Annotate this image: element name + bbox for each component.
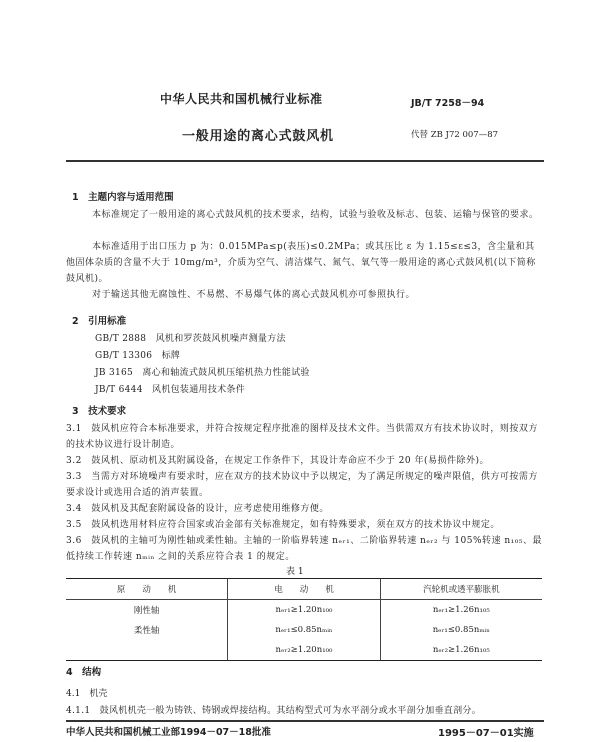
table-header-cell: 电 动 机 [228,579,380,600]
reference-item: JB 3165 离心和轴流式鼓风机压缩机热力性能试验 [95,368,310,378]
table-cell: nₑᵣ₁≤0.85nₘᵢₙ [228,620,380,640]
clause-3-4: 3.4 鼓风机及其配套附属设备的设计，应考虑使用维修方便。 [66,504,329,514]
table-row [66,640,542,661]
clause-3-2: 3.2 鼓风机、原动机及其附属设备，在规定工作条件下，其设计寿命应不少于 20 年(易损件除外)。 [66,456,490,466]
section-4-heading: 4 结构 [66,667,102,678]
clause-3-3: 3.3 当需方对环境噪声有要求时，应在双方的技术协议中予以规定，为了满足所规定的噪声限值，供方可按需方要求设计或选用合适的消声装置。 [66,472,538,498]
document-title: 一般用途的离心式鼓风机 [182,129,334,144]
reference-item: GB/T 2888 风机和罗茨鼓风机噪声测量方法 [95,334,286,344]
clause-4-1-1: 4.1.1 鼓风机机壳一般为铸铁、铸钢或焊接结构。其结构型式可为水平剖分或水平剖分加垂直剖分。 [66,706,482,716]
section-1-paragraph-1: 本标准规定了一般用途的离心式鼓风机的技术要求，结构，试验与验收及标志、包装、运输与保管的要求。 [92,210,539,220]
issuer-title: 中华人民共和国机械行业标准 [160,92,323,106]
section-1-heading: 1 主题内容与适用范围 [72,192,174,203]
table-1-caption: 表 1 [286,567,304,577]
section-3-heading: 3 技术要求 [72,406,127,417]
table-row [66,600,542,621]
table-cell: nₑᵣ₁≥1.20n₁₀₀ [228,600,380,621]
section-1-paragraph-3: 对于输送其他无腐蚀性、不易燃、不易爆气体的离心式鼓风机亦可参照执行。 [92,290,416,300]
clause-3-5: 3.5 鼓风机选用材料应符合国家或冶金部有关标准规定，如有特殊要求，须在双方的技术协议中规定。 [66,520,500,530]
reference-list [95,331,310,399]
table-row [66,620,542,640]
replaces-note: 代替 ZB J72 007—87 [411,130,499,140]
section-1-paragraph-2: 本标准适用于出口压力 p 为：0.015MPa≤p(表压)≤0.2MPa；或其压比 ε 为 1.15≤ε≤3，含尘量和其他固体杂质的含量不大于 10mg/m³，介质为空气、清洁煤气、氮气、氧气等一般用途的离心式鼓风机(以下简称鼓风机)。 [66,242,536,284]
approval-date: 中华人民共和国机械工业部1994－07－18批准 [66,727,271,738]
effective-date: 1995－07－01实施 [438,728,534,739]
table-cell [66,640,228,661]
subsection-4-1: 4.1 机壳 [66,689,108,699]
table-header-row [66,579,542,600]
table-cell: 柔性轴 [133,626,160,636]
table-cell: nₑᵣ₁≤0.85nₘᵢₙ [380,620,542,640]
reference-item: GB/T 13306 标牌 [95,351,181,361]
clause-3-1: 3.1 鼓风机应符合本标准要求，并符合按规定程序批准的图样及技术文件。当供需双方有技术协议时，则按双方的技术协议进行设计制造。 [66,424,538,450]
table-header-cell: 原 动 机 [66,579,228,600]
table-cell: nₑᵣ₂≥1.20n₁₀₀ [228,640,380,661]
reference-item: JB/T 6444 风机包装通用技术条件 [95,385,246,395]
table-cell: nₑᵣ₁≥1.26n₁₀₅ [380,600,542,621]
clause-3-6: 3.6 鼓风机的主轴可为刚性轴或柔性轴。主轴的一阶临界转速 nₑᵣ₁、二阶临界转速 nₑᵣ₂ 与 105%转速 n₁₀₅、最低持续工作转速 nₘᵢₙ 之间的关系应符合表 1 的规定。 [66,536,542,562]
section-2-heading: 2 引用标准 [72,316,127,327]
table-cell: nₑᵣ₂≥1.26n₁₀₅ [380,640,542,661]
footer-divider [66,720,544,722]
standard-code: JB/T 7258－94 [411,98,485,109]
table-cell: 刚性轴 [133,606,160,616]
table-1 [66,578,542,661]
table-header-cell: 汽轮机或透平膨胀机 [380,579,542,600]
header-divider [66,160,544,162]
